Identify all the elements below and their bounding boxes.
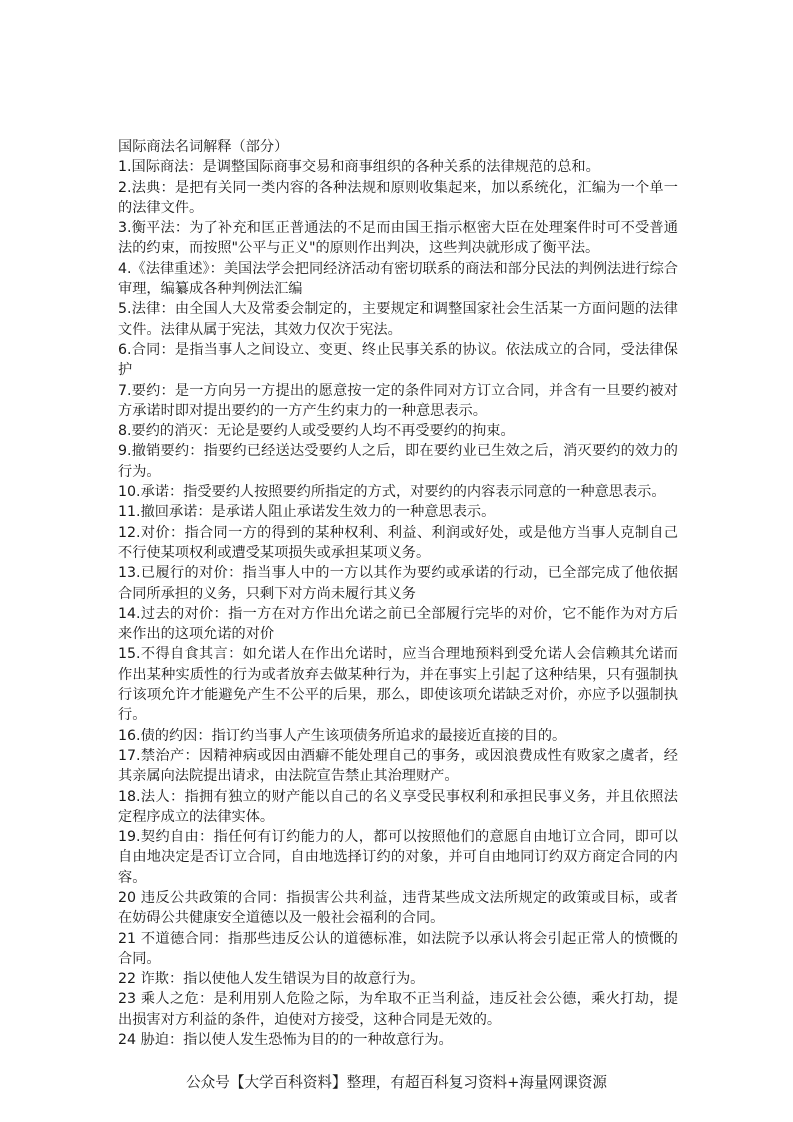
entry-definition: ：指拥有独立的财产能以自己的名义享受民事权利和承担民事义务，并且依照法定程序成立的法律实体。: [118, 788, 678, 825]
entry-number: 24: [118, 1032, 141, 1049]
entry-term: 债的约因: [140, 727, 198, 744]
entry-number: 2.: [118, 179, 132, 196]
entry-definition: ：指损害公共利益，违背某些成文法所规定的政策或目标，或者在妨碍公共健康安全道德以及一般社会福利的合同。: [118, 889, 678, 927]
entry-term: 不得自食其言: [140, 646, 229, 663]
entry-definition: ：美国法学会把同经济活动有密切联系的商法和部分民法的判例法进行综合审理，编纂成各种判例法汇编: [118, 260, 678, 298]
definition-entry: [118, 340, 678, 381]
definition-entry: [118, 441, 678, 482]
entry-definition: ：指当事人中的一方以其作为要约或承诺的行动，已全部完成了他依据合同所承担的义务，只剩下对方尚未履行其义务: [118, 565, 678, 602]
entry-definition: ：指以使他人发生错误为目的故意行为。: [168, 971, 425, 988]
entry-definition: ：为了补充和匡正普通法的不足而由国王指示枢密大臣在处理案件时可不受普通法的约束，而按照"公平与正义"的原则作出判决，这些判决就形成了衡平法。: [118, 220, 678, 257]
definition-entry: [118, 827, 678, 888]
definition-entry: [118, 969, 678, 989]
definition-entry: [118, 157, 678, 177]
entry-definition: ：指任何有订约能力的人，都可以按照他们的意愿自由地订立合同，即可以自由地决定是否订立合同，自由地选择订约的对象，并可自由地同订约双方商定合同的内容。: [118, 829, 678, 886]
definition-entry: [118, 523, 678, 564]
entry-term: 撤回承诺: [140, 504, 198, 521]
definition-entry: [118, 178, 678, 219]
entry-number: 8.: [118, 423, 132, 440]
definition-entry: [118, 482, 678, 502]
entry-term: 违反公共政策的合同: [140, 889, 272, 906]
entry-term: 对价: [140, 524, 170, 541]
entry-number: 10.: [118, 484, 141, 501]
entry-term: 过去的对价: [140, 605, 214, 622]
entry-definition: ：是一方向另一方提出的愿意按一定的条件同对方订立合同，并含有一旦要约被对方承诺时即对提出要约的一方产生约束力的一种意思表示。: [118, 382, 678, 419]
entry-number: 21: [118, 930, 141, 947]
entry-number: 17.: [118, 747, 141, 764]
entry-term: 已履行的对价: [140, 565, 229, 582]
entry-term: 衡平法: [131, 220, 175, 237]
entry-definition: ：指那些违反公认的道德标准，如法院予以承认将会引起正常人的愤慨的合同。: [118, 930, 678, 967]
entry-term: 法律: [131, 301, 161, 318]
entry-term: 禁治产: [140, 747, 185, 764]
entry-definition: ：指合同一方的得到的某种权利、利益、利润或好处，或是他方当事人克制自己不行使某项权利或遭受某项损失或承担某项义务。: [118, 524, 678, 561]
definition-entry: [118, 644, 678, 725]
entry-definition: ：指以使人发生恐怖为目的的一种故意行为。: [168, 1032, 453, 1049]
entry-definition: ：指订约当事人产生该项债务所追求的最接近直接的目的。: [197, 727, 567, 744]
entry-definition: ：指一方在对方作出允诺之前已全部履行完毕的对价，它不能作为对方后来作出的这项允诺的对价: [118, 605, 678, 643]
entry-definition: ：是指当事人之间设立、变更、终止民事关系的协议。依法成立的合同，受法律保护: [118, 341, 678, 379]
definition-entry: [118, 989, 678, 1030]
entry-term: 乘人之危: [140, 991, 200, 1008]
definition-entry: [118, 929, 678, 970]
entry-term: 国际商法: [131, 159, 189, 176]
entry-number: 13.: [118, 565, 141, 582]
entry-number: 18.: [118, 788, 141, 805]
entry-term: 要约的消灭: [131, 423, 203, 440]
entry-list: [118, 157, 678, 1050]
entry-number: 9.: [118, 443, 132, 460]
definition-entry: [118, 218, 678, 259]
entry-definition: ：是利用别人危险之际，为牟取不正当利益，违反社会公德，乘火打劫，提出损害对方利益的条件，迫使对方接受，这种合同是无效的。: [118, 991, 678, 1028]
entry-term: 要约: [131, 382, 161, 399]
entry-definition: ：由全国人大及常委会制定的，主要规定和调整国家社会生活某一方面问题的法律文件。法律从属于宪法，其效力仅次于宪法。: [118, 301, 678, 338]
entry-definition: ：是把有关同一类内容的各种法规和原则收集起来，加以系统化，汇编为一个单一的法律文件。: [118, 179, 678, 216]
definition-entry: [118, 563, 678, 604]
entry-number: 15.: [118, 646, 141, 663]
entry-definition: ：是承诺人阻止承诺发生效力的一种意思表示。: [197, 504, 496, 521]
entry-definition: ：指要约已经送达受要约人之后，即在要约业已生效之后，消灭要约的效力的行为。: [118, 443, 678, 480]
entry-definition: ：指受要约人按照要约所指定的方式，对要约的内容表示同意的一种意思表示。: [168, 484, 666, 501]
entry-term: 合同: [131, 341, 161, 358]
entry-term: 诈欺: [140, 971, 169, 988]
definition-entry: [118, 502, 678, 522]
entry-number: 19.: [118, 829, 141, 846]
entry-number: 1.: [118, 159, 132, 176]
entry-term: 法典: [131, 179, 161, 196]
definition-entry: [118, 381, 678, 422]
entry-term: 法人: [140, 788, 170, 805]
entry-number: 16.: [118, 727, 141, 744]
definition-entry: [118, 1030, 678, 1050]
entry-definition: ：是调整国际商事交易和商事组织的各种关系的法律规范的总和。: [188, 159, 600, 176]
definition-entry: [118, 746, 678, 787]
definition-entry: [118, 888, 678, 929]
entry-number: 20: [118, 889, 141, 906]
entry-term: 撤销要约: [131, 443, 190, 460]
entry-definition: ：无论是要约人或受要约人均不再受要约的拘束。: [202, 423, 515, 440]
entry-term: 《法律重述》: [131, 260, 210, 277]
entry-term: 契约自由: [140, 829, 200, 846]
entry-number: 22: [118, 971, 141, 988]
definition-entry: [118, 726, 678, 746]
entry-number: 5.: [118, 301, 132, 318]
entry-term: 承诺: [140, 484, 169, 501]
entry-number: 4.: [118, 260, 132, 277]
entry-number: 7.: [118, 382, 132, 399]
entry-number: 11.: [118, 504, 141, 521]
definition-entry: [118, 421, 678, 441]
entry-number: 12.: [118, 524, 141, 541]
page-footer: 公众号【大学百科资料】整理，有超百科复习资料+海量网课资源: [186, 1074, 607, 1091]
entry-definition: ：如允诺人在作出允诺时，应当合理地预料到受允诺人会信赖其允诺而作出某种实质性的行为或者放弃去做某种行为，并在事实上引起了这种结果，只有强制执行该项允许才能避免产生不公平的后果，那么，即使该项允诺缺乏对价，亦应予以强制执行。: [118, 646, 678, 724]
entry-number: 14.: [118, 605, 141, 622]
entry-number: 23: [118, 991, 141, 1008]
entry-term: 胁迫: [140, 1032, 169, 1049]
definition-entry: [118, 259, 678, 300]
entry-number: 6.: [118, 341, 132, 358]
entry-definition: ：因精神病或因由酒癖不能处理自己的事务，或因浪费成性有败家之虞者，经其亲属向法院提出请求，由法院宣告禁止其治理财产。: [118, 747, 678, 785]
document-body: [118, 137, 678, 1050]
definition-entry: [118, 604, 678, 645]
entry-term: 不道德合同: [140, 930, 214, 947]
entry-number: 3.: [118, 220, 132, 237]
definition-entry: [118, 787, 678, 828]
definition-entry: [118, 299, 678, 340]
document-title: 国际商法名词解释（部分）: [118, 139, 289, 155]
